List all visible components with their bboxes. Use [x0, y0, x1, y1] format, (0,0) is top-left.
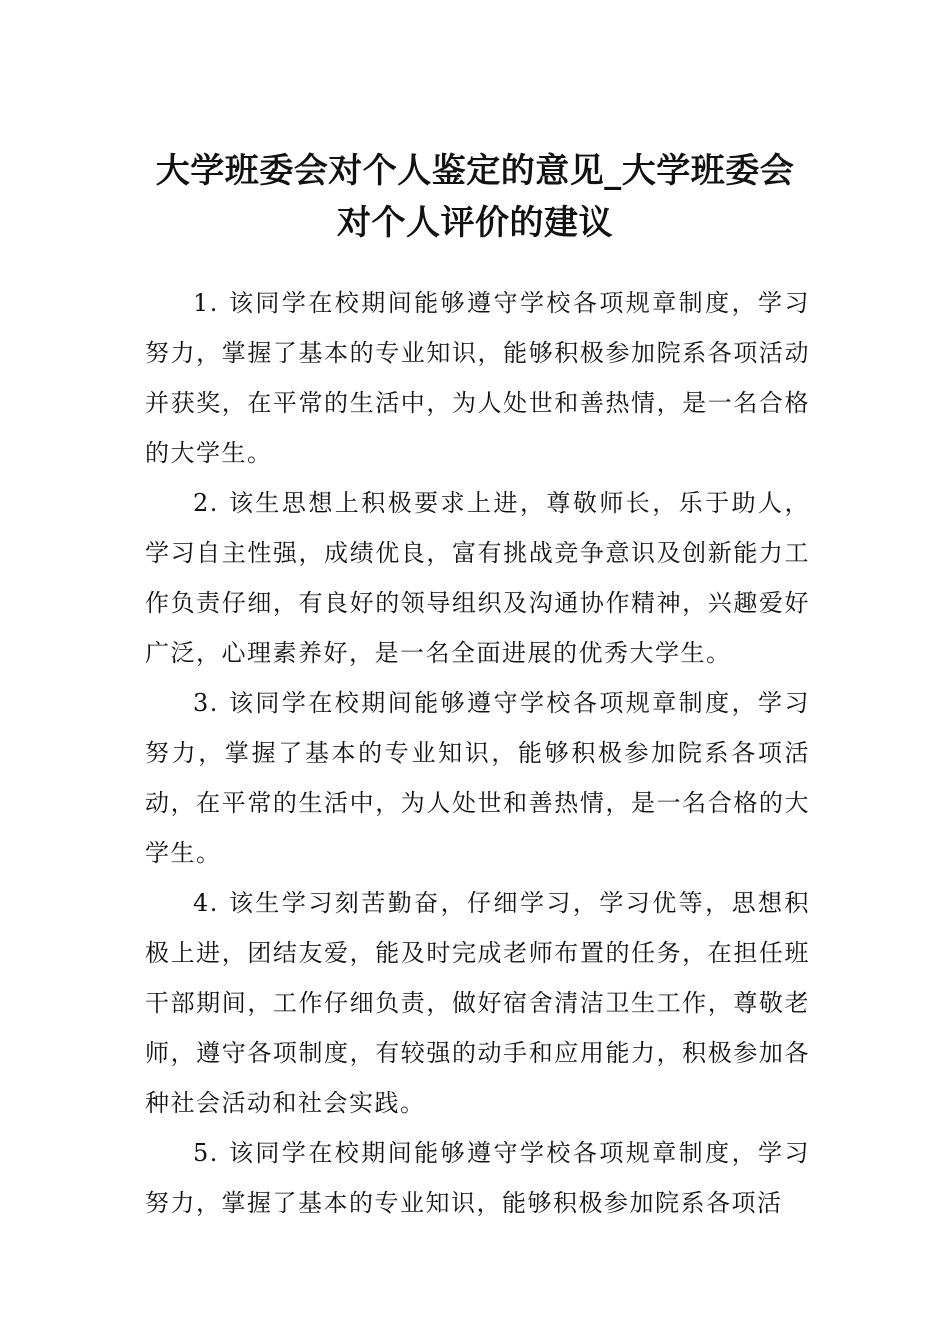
paragraph-5: 5. 该同学在校期间能够遵守学校各项规章制度，学习努力，掌握了基本的专业知识，能够积极参加院系各项活 [145, 1139, 810, 1217]
paragraph-2: 2. 该生思想上积极要求上进，尊敬师长，乐于助人，学习自主性强，成绩优良，富有挑战竞争意识及创新能力工作负责仔细，有良好的领导组织及沟通协作精神，兴趣爱好广泛，心理素养好，是一名全面进展的优秀大学生。 [145, 489, 810, 667]
paragraph-1: 1. 该同学在校期间能够遵守学校各项规章制度，学习努力，掌握了基本的专业知识，能够积极参加院系各项活动并获奖，在平常的生活中，为人处世和善热情，是一名合格的大学生。 [145, 289, 810, 467]
title-line-2: 对个人评价的建议 [337, 202, 613, 243]
document-body [145, 278, 810, 1228]
document-title [120, 145, 830, 249]
paragraph-4: 4. 该生学习刻苦勤奋，仔细学习，学习优等，思想积极上进，团结友爱，能及时完成老师布置的任务，在担任班干部期间，工作仔细负责，做好宿舍清洁卫生工作，尊敬老师，遵守各项制度，有较强的动手和应用能力，积极参加各种社会活动和社会实践。 [145, 889, 810, 1117]
title-line-1: 大学班委会对个人鉴定的意见_大学班委会 [155, 150, 795, 191]
paragraph-3: 3. 该同学在校期间能够遵守学校各项规章制度，学习努力，掌握了基本的专业知识，能够积极参加院系各项活动，在平常的生活中，为人处世和善热情，是一名合格的大学生。 [145, 689, 810, 867]
